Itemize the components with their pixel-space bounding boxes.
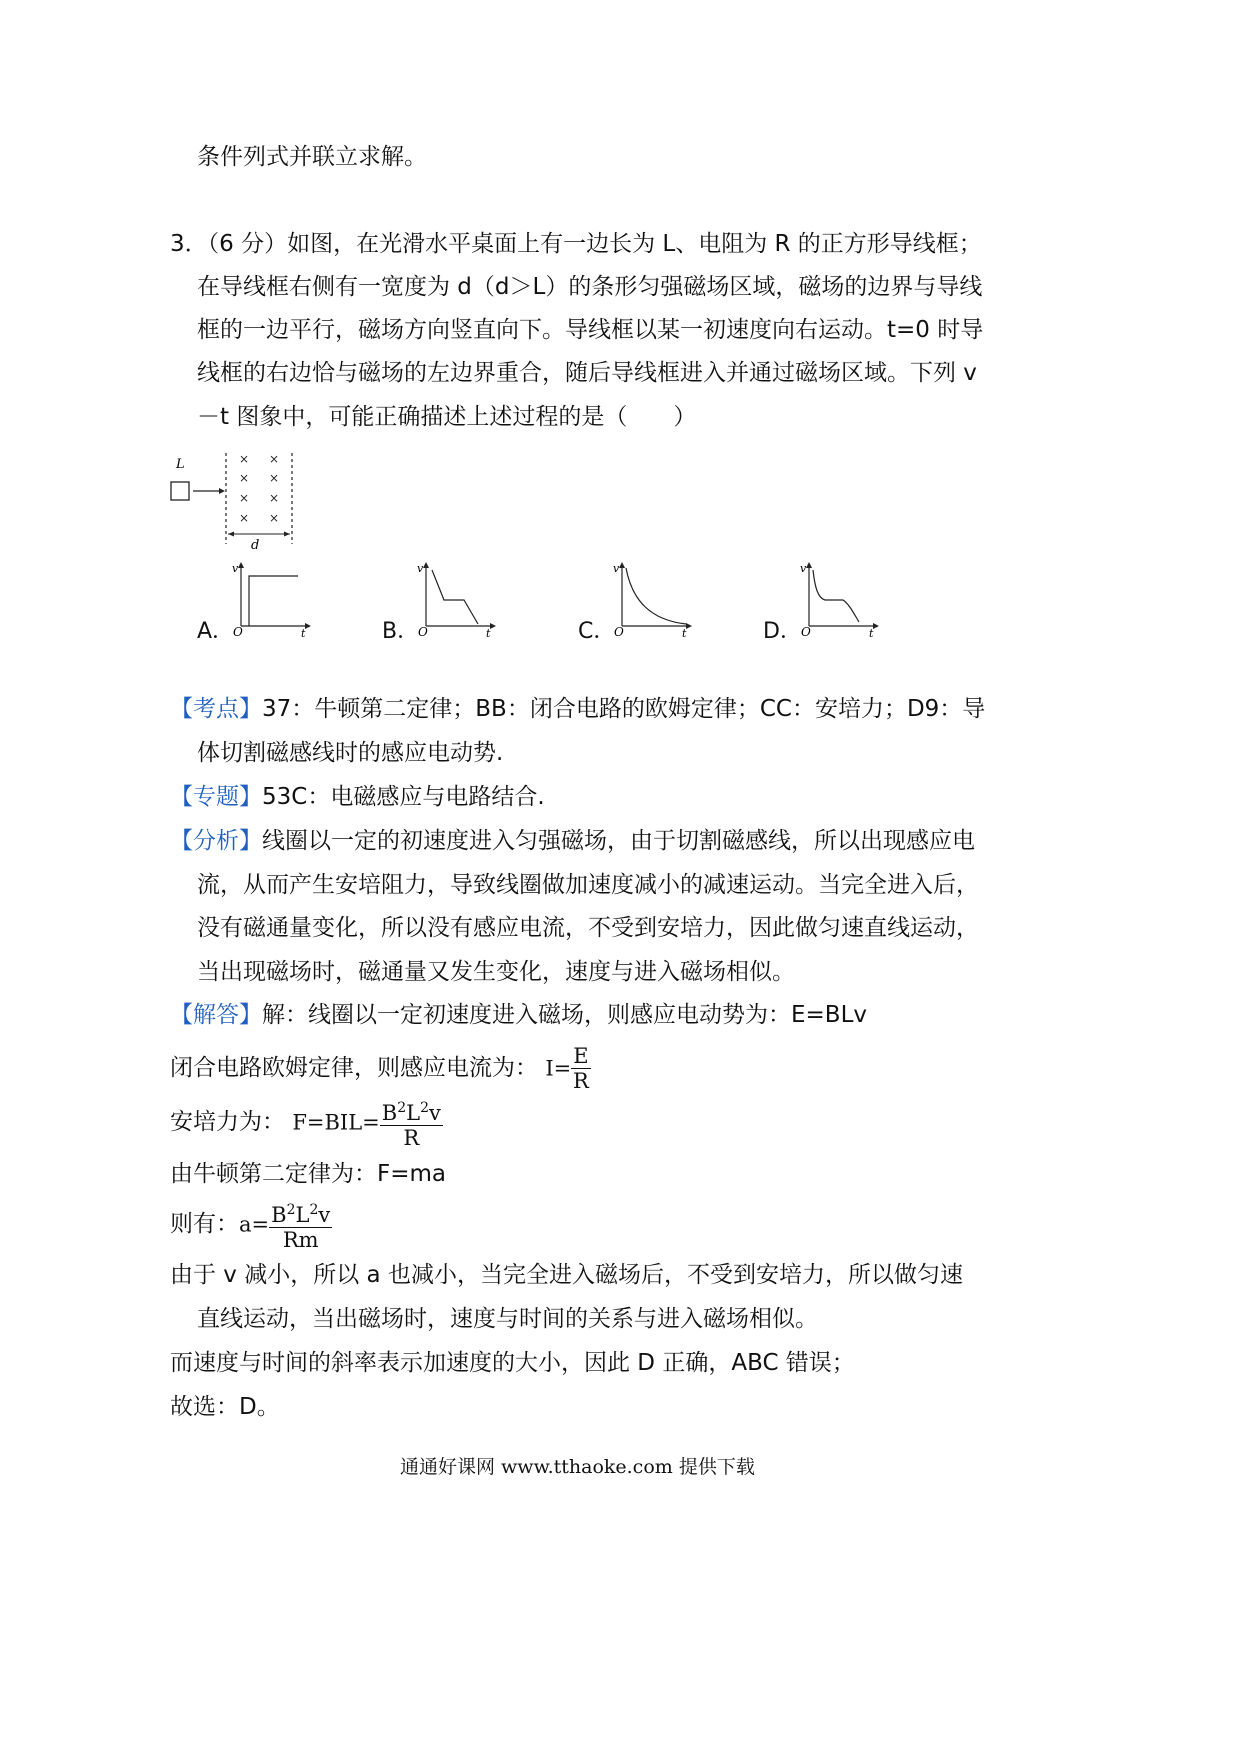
ohm-numerator: E (573, 1044, 589, 1068)
acc-denominator: Rm (282, 1227, 319, 1252)
kaodian-text: 37：牛顿第二定律；BB：闭合电路的欧姆定律；CC：安培力；D9：导 (262, 696, 986, 722)
zhuanti-line (170, 782, 545, 812)
acc-num-l: L (295, 1202, 310, 1227)
acc-num-v: v (318, 1202, 331, 1227)
option-a-graph (227, 560, 317, 638)
force-denominator: R (403, 1125, 420, 1150)
question-line-4: 线框的右边恰与磁场的左边界重合，随后导线框进入并通过磁场区域。下列 v (197, 360, 977, 386)
ohm-denominator: R (572, 1069, 589, 1093)
force-numerator (380, 1096, 443, 1126)
force-sup-1: 2 (397, 1099, 407, 1116)
t-label: t (486, 627, 491, 638)
v-axis-arrow (238, 562, 244, 568)
option-d-graph (795, 560, 885, 638)
velocity-arrowhead (219, 488, 225, 494)
acc-numerator (269, 1198, 332, 1228)
option-a-label: A． (197, 619, 235, 644)
acc-num-b: B (271, 1202, 287, 1227)
option-c-label: C． (578, 619, 616, 644)
cross: × (239, 491, 250, 505)
zhuanti-tag: 【专题】 (170, 784, 262, 810)
t-axis-arrow (490, 623, 496, 629)
cross: × (239, 511, 250, 525)
jieda-line-7: 直线运动，当出磁场时，速度与时间的关系与进入磁场相似。 (197, 1306, 818, 1332)
option-c-graph (608, 560, 698, 638)
force-sup-2: 2 (420, 1099, 429, 1116)
acc-lhs: a= (239, 1212, 270, 1237)
v-axis-arrow (619, 562, 625, 568)
force-num-l: L (406, 1100, 421, 1125)
t-axis-arrow (873, 623, 879, 629)
curve-b (432, 570, 478, 624)
page-footer: 通通好课网 www.tthaoke.com 提供下载 (400, 1456, 755, 1478)
ohm-prefix: 闭合电路欧姆定律，则感应电流为： (170, 1055, 538, 1081)
fenxi-tag: 【分析】 (170, 828, 262, 854)
t-label: t (869, 627, 874, 638)
v-label: v (232, 562, 239, 575)
wire-loop (171, 482, 189, 500)
fenxi-line-4: 当出现磁场时，磁通量又发生变化，速度与进入磁场相似。 (197, 959, 795, 985)
t-label: t (301, 627, 306, 638)
question-line-1: 3．（6 分）如图，在光滑水平桌面上有一边长为 L、电阻为 R 的正方形导线框； (170, 231, 982, 257)
curve-a (249, 576, 298, 626)
fenxi-text: 线圈以一定的初速度进入匀强磁场，由于切割磁感线，所以出现感应电 (262, 828, 975, 854)
origin-label: O (614, 625, 624, 638)
origin-label: O (233, 625, 243, 638)
jieda-tag: 【解答】 (170, 1002, 262, 1028)
t-axis-arrow (686, 623, 692, 629)
v-label: v (800, 562, 807, 575)
question-line-2: 在导线框右侧有一宽度为 d（d＞L）的条形匀强磁场区域，磁场的边界与导线 (197, 274, 983, 300)
acceleration-line (170, 1196, 332, 1253)
cross: × (269, 452, 280, 466)
curve-c (626, 568, 686, 624)
jieda-line-8: 而速度与时间的斜率表示加速度的大小，因此 D 正确，ABC 错误； (170, 1350, 855, 1376)
jieda-line-1 (170, 1000, 867, 1030)
v-axis-arrow (806, 562, 812, 568)
jieda-text: 解：线圈以一定初速度进入磁场，则感应电动势为：E=BLv (262, 1002, 868, 1028)
v-axis-arrow (423, 562, 429, 568)
option-b-graph (412, 560, 502, 638)
cross: × (269, 491, 280, 505)
force-prefix: 安培力为： (170, 1109, 285, 1135)
setup-figure (165, 448, 335, 568)
force-num-b: B (381, 1100, 398, 1125)
t-label: t (682, 627, 687, 638)
d-arrow-right (284, 532, 290, 537)
force-num-v: v (428, 1100, 441, 1125)
newton-line: 由牛顿第二定律为：F=ma (170, 1161, 446, 1187)
ohm-fraction (571, 1044, 590, 1093)
force-lhs: F=BIL= (292, 1110, 380, 1135)
acc-fraction (269, 1198, 332, 1252)
question-line-3: 框的一边平行，磁场方向竖直向下。导线框以某一初速度向右运动。t=0 时导 (197, 317, 984, 343)
zhuanti-text: 53C：电磁感应与电路结合. (262, 784, 545, 810)
cross: × (269, 511, 280, 525)
jieda-line-9: 故选：D。 (170, 1394, 280, 1420)
acc-sup-2: 2 (309, 1201, 319, 1218)
cross: × (239, 452, 250, 466)
field-crosses (239, 452, 279, 525)
kaodian-line-1 (170, 694, 985, 724)
curve-d (813, 570, 859, 622)
t-axis-arrow (305, 623, 311, 629)
option-b-label: B． (382, 619, 420, 644)
fenxi-line-3: 没有磁通量变化，所以没有感应电流，不受到安培力，因此做匀速直线运动， (197, 915, 979, 941)
cross: × (269, 471, 280, 485)
label-d: d (251, 538, 260, 553)
origin-label: O (418, 625, 428, 638)
previous-answer-end: 条件列式并联立求解。 (197, 144, 427, 170)
question-line-5: －t 图象中，可能正确描述上述过程的是（ ） (197, 404, 697, 430)
cross: × (239, 471, 250, 485)
v-label: v (613, 562, 620, 575)
d-arrow-left (228, 532, 234, 537)
label-L: L (176, 457, 185, 472)
origin-label: O (801, 625, 811, 638)
jieda-line-6: 由于 v 减小，所以 a 也减小，当完全进入磁场后，不受到安培力，所以做匀速 (170, 1262, 963, 1288)
kaodian-tag: 【考点】 (170, 696, 262, 722)
ohm-equation-line (170, 1040, 591, 1097)
force-fraction (380, 1096, 443, 1150)
acc-prefix: 则有： (170, 1211, 239, 1237)
fenxi-line-2: 流，从而产生安培阻力，导致线圈做加速度减小的减速运动。当完全进入后， (197, 872, 979, 898)
option-d-label: D． (763, 619, 802, 644)
v-label: v (417, 562, 424, 575)
fenxi-line-1 (170, 826, 975, 856)
kaodian-line-2: 体切割磁感线时的感应电动势. (197, 740, 504, 766)
ohm-lhs: I= (545, 1056, 572, 1081)
ampere-force-line (170, 1094, 443, 1151)
acc-sup-1: 2 (286, 1201, 296, 1218)
